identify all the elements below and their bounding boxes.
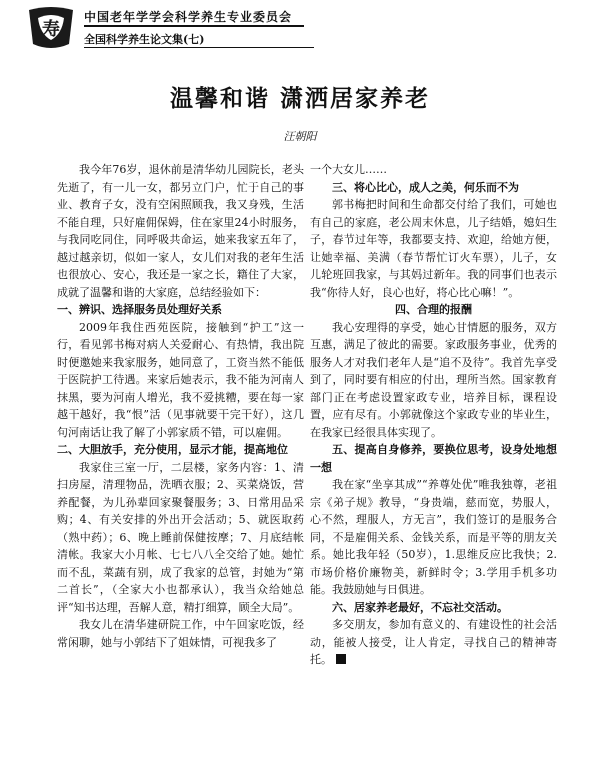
association-logo-icon	[26, 4, 76, 52]
text: 三、将心比心，成人之美，何乐而不为	[332, 180, 519, 194]
section-heading	[57, 301, 304, 319]
page-header	[0, 0, 600, 60]
text: 六、居家养老最好，不忘社交活动。	[332, 600, 508, 614]
header-org-name: 中国老年学学会科学养生专业委员会	[84, 10, 293, 24]
paragraph	[310, 319, 557, 442]
header-rule-top	[84, 25, 304, 27]
header-rule-bottom	[84, 47, 314, 48]
svg-text:寿: 寿	[42, 19, 60, 40]
text: 我女儿在清华建研院工作，中午回家吃饭，经常闲聊，她与小郭结下了姐妹情，可视我多了	[57, 618, 304, 649]
text: 我心安理得的享受，她心甘情愿的服务，双方互惠，满足了彼此的需要。家政服务事业，优秀的服务人才对我们老年人是“追不及待”。我首先享受到了，同时要有相应的付出，理所当然。国家教育部门正在考虑设置家政专业，培养目标，课程设置，应有尽有。小郭就像这个家政专业的毕业生，在我家已经很具体实现了。	[310, 320, 557, 439]
text: 2009年我住西苑医院，接触到“护工”这一行，看见郭书梅对病人关爱耐心、有热情，我出院时便邀她来我家服务，她同意了，工资当然不能低于医院护工待遇。来家后她表示，我不能为河南人抹黑，要为河南人增光，我不爱挑糟，要在每一家越干越好，我“恨”活（见事就要干完干好），这几句河南话让我了解了小郭家质不错，可以雇佣。	[57, 320, 304, 439]
text: 一个大女儿……	[310, 163, 387, 176]
section-heading	[57, 441, 304, 459]
section-heading	[310, 179, 557, 197]
text: 我在家“坐享其成”“养尊处优”唯我独尊，老祖宗《弟子规》教导，“身贵端，慈而宽，势服人，心不然，理服人，方无言”，我们签订的是服务合同，不是雇佣关系、金钱关系，而是平等的朋友关系。她比我年轻（50岁），1.思维反应比我快；2.市场价格价廉物美，新鲜时令；3.学用手机多功能。我鼓励她与日俱进。	[310, 478, 557, 596]
paragraph	[310, 616, 557, 669]
text: 我家住三室一厅，二层楼，家务内容：1、清扫房屋，清理物品，洗晒衣服；2、买菜烧饭，营养配餐，为儿孙辈回家聚餐服务；3、日常用品采购；4、有关安排的外出开会活动；5、就医取药（熟中药）；6、晚上睡前保健按摩；7、月底结帐清帐。我家大小月帐、七七八八全交给了她。她忙而不乱，菜蔬有别，成了我家的总管，封她为“第二首长”，（全家大小也都承认），我当众给她总评“知书达理，吾解人意，精打细算，顾全大局”。	[57, 460, 304, 614]
section-heading	[310, 301, 557, 319]
right-column	[310, 161, 557, 716]
left-column	[57, 161, 304, 753]
header-collection-name: 全国科学养生论文集(七)	[84, 33, 205, 46]
paragraph	[57, 161, 304, 301]
text: 郭书梅把时间和生命都交付给了我们，可她也有自己的家庭，老公周末休息，儿子结婚，媳妇生子，春节过年等，我都要支持、欢迎，给她方便，让她幸福、美满（春节帮忙订火车票），儿子，女儿轮班回我家，与其妈过新年。我的同事们也表示我“你待人好，良心也好，将心比心嘛！”。	[310, 198, 557, 299]
section-heading	[310, 441, 557, 476]
paragraph	[310, 196, 557, 301]
paragraph	[57, 616, 304, 651]
section-heading	[310, 599, 557, 617]
text: 我今年76岁，退休前是清华幼儿园院长，老头先逝了，有一儿一女，都另立门户，忙于自己的事业、教育子女，没有空闲照顾我，我又身残，生活不能自理，只好雇佣保姆，住在家里24小时服务，与我同吃同住，同呼吸共命运，她来我家五年了，越过越亲切，似如一家人，女儿们对我的老年生活也很放心、安心，我还是一家之长，籍住了大家，成就了温馨和谐的大家庭，总结经验如下：	[57, 163, 304, 299]
end-mark-icon	[336, 654, 346, 664]
text: 五、提高自身修养，要换位思考，设身处地想一想	[310, 443, 557, 474]
paragraph	[310, 161, 557, 179]
text: 四、合理的报酬	[395, 303, 472, 316]
article-author: 汪朝阳	[283, 130, 317, 143]
paragraph	[57, 319, 304, 442]
article-title: 温馨和谐 潇洒居家养老	[169, 85, 430, 112]
text: 多交朋友，参加有意义的、有建设性的社会活动，能被人接受，让人肯定，寻找自己的精神寄托。	[310, 618, 557, 666]
paragraph	[310, 476, 557, 599]
text: 一、辨识、选择服务员处理好关系	[57, 303, 222, 316]
text: 二、大胆放手，充分使用，显示才能，提高地位	[57, 443, 288, 456]
paragraph	[57, 459, 304, 617]
